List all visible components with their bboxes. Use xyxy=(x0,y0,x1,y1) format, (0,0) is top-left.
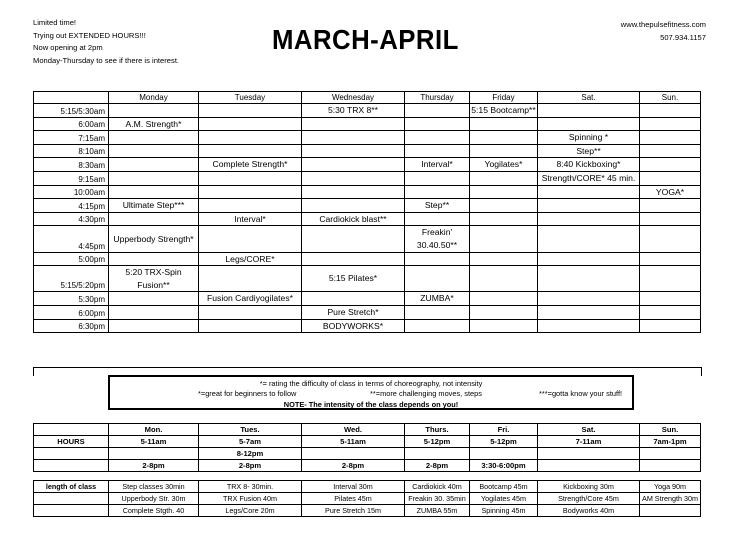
class-cell: A.M. Strength* xyxy=(109,117,199,131)
length-value xyxy=(640,505,701,517)
time-cell: 5:00pm xyxy=(34,252,109,266)
length-row xyxy=(34,481,701,493)
website-text: www.thepulsefitness.com xyxy=(620,20,706,29)
class-cell xyxy=(640,131,701,145)
class-cell xyxy=(199,104,302,118)
length-value: TRX 8- 30min. xyxy=(199,481,302,493)
schedule-row xyxy=(34,266,701,292)
hours-value: 5-12pm xyxy=(470,436,538,448)
hours-value xyxy=(470,448,538,460)
schedule-row xyxy=(34,305,701,319)
class-cell: Fusion Cardiyogilates* xyxy=(199,292,302,306)
class-cell: Legs/CORE* xyxy=(199,252,302,266)
time-cell: 5:15/5:30am xyxy=(34,104,109,118)
class-cell xyxy=(405,117,470,131)
schedule-row xyxy=(34,131,701,145)
length-value: Pure Stretch 15m xyxy=(302,505,405,517)
class-cell: Step** xyxy=(538,144,640,158)
class-cell xyxy=(109,292,199,306)
time-cell: 4:30pm xyxy=(34,212,109,226)
hours-value: 8-12pm xyxy=(199,448,302,460)
class-cell xyxy=(199,131,302,145)
class-cell xyxy=(538,226,640,252)
length-value: ZUMBA 55m xyxy=(405,505,470,517)
hours-label xyxy=(34,448,109,460)
time-cell: 8:30am xyxy=(34,158,109,172)
hours-day: Sat. xyxy=(538,424,640,436)
phone-text: 507.934.1157 xyxy=(660,32,706,42)
class-cell: Spinning * xyxy=(538,131,640,145)
class-cell xyxy=(640,104,701,118)
time-cell: 5:15/5:20pm xyxy=(34,266,109,292)
legend-medium: **=more challenging moves, steps xyxy=(370,389,482,398)
class-cell xyxy=(109,319,199,333)
length-value: Complete Stgth. 40 xyxy=(109,505,199,517)
hours-value xyxy=(538,460,640,472)
class-cell xyxy=(109,185,199,199)
class-cell xyxy=(405,252,470,266)
hours-value: 2-8pm xyxy=(109,460,199,472)
class-cell xyxy=(470,199,538,213)
hours-day: Mon. xyxy=(109,424,199,436)
hours-value xyxy=(640,460,701,472)
schedule-row xyxy=(34,144,701,158)
class-cell xyxy=(640,117,701,131)
corner-cell xyxy=(34,92,109,104)
class-cell xyxy=(199,185,302,199)
class-cell xyxy=(199,144,302,158)
class-cell xyxy=(538,266,640,292)
length-value: Freakin 30. 35min xyxy=(405,493,470,505)
hours-value: 5-12pm xyxy=(405,436,470,448)
class-cell xyxy=(470,131,538,145)
class-cell xyxy=(302,226,405,252)
class-cell xyxy=(302,144,405,158)
class-cell xyxy=(640,171,701,185)
time-cell: 6:30pm xyxy=(34,319,109,333)
length-value: Strength/Core 45m xyxy=(538,493,640,505)
legend-note: NOTE- The intensity of the class depends on you! xyxy=(283,400,459,409)
hours-value: 5-11am xyxy=(302,436,405,448)
class-cell xyxy=(109,144,199,158)
notice-line: Trying out EXTENDED HOURS!!! xyxy=(33,30,146,40)
class-cell: Yogilates* xyxy=(470,158,538,172)
class-cell xyxy=(405,131,470,145)
length-label xyxy=(34,493,109,505)
length-value: Interval 30m xyxy=(302,481,405,493)
class-cell xyxy=(405,305,470,319)
class-cell xyxy=(109,158,199,172)
hours-day: Sun. xyxy=(640,424,701,436)
class-cell xyxy=(470,292,538,306)
hours-label xyxy=(34,460,109,472)
class-cell xyxy=(199,266,302,292)
length-label xyxy=(34,505,109,517)
class-cell: Cardiokick blast** xyxy=(302,212,405,226)
class-cell xyxy=(302,158,405,172)
class-cell xyxy=(640,252,701,266)
class-schedule-table xyxy=(33,91,701,333)
time-cell: 5:30pm xyxy=(34,292,109,306)
class-length-table xyxy=(33,480,701,517)
class-cell xyxy=(302,185,405,199)
class-cell xyxy=(109,171,199,185)
class-cell xyxy=(640,158,701,172)
class-cell xyxy=(199,305,302,319)
hours-day: Fri. xyxy=(470,424,538,436)
class-cell xyxy=(538,185,640,199)
schedule-row xyxy=(34,117,701,131)
hours-row xyxy=(34,460,701,472)
class-cell xyxy=(538,117,640,131)
time-cell: 10:00am xyxy=(34,185,109,199)
class-cell xyxy=(109,305,199,319)
hours-day: Wed. xyxy=(302,424,405,436)
class-cell xyxy=(470,319,538,333)
schedule-row xyxy=(34,319,701,333)
class-cell: Complete Strength* xyxy=(199,158,302,172)
class-cell xyxy=(538,199,640,213)
schedule-row xyxy=(34,104,701,118)
class-cell: 5:30 TRX 8** xyxy=(302,104,405,118)
class-cell xyxy=(405,104,470,118)
class-cell xyxy=(470,117,538,131)
hours-value xyxy=(538,448,640,460)
schedule-row xyxy=(34,212,701,226)
class-cell xyxy=(199,226,302,252)
class-cell xyxy=(405,171,470,185)
hours-row xyxy=(34,448,701,460)
length-value: Yogilates 45m xyxy=(470,493,538,505)
length-label: length of class xyxy=(34,481,109,493)
length-value: Pilates 45m xyxy=(302,493,405,505)
class-cell xyxy=(199,199,302,213)
class-cell xyxy=(302,199,405,213)
schedule-row xyxy=(34,199,701,213)
schedule-row xyxy=(34,292,701,306)
hours-day: Tues. xyxy=(199,424,302,436)
length-value: TRX Fusion 40m xyxy=(199,493,302,505)
hours-value: 7am-1pm xyxy=(640,436,701,448)
class-cell: 5:20 TRX-Spin Fusion** xyxy=(109,266,199,292)
class-cell xyxy=(199,171,302,185)
notice-line: Now opening at 2pm xyxy=(33,43,103,53)
day-header: Wednesday xyxy=(302,92,405,104)
class-cell xyxy=(470,185,538,199)
day-header: Sat. xyxy=(538,92,640,104)
day-header: Monday xyxy=(109,92,199,104)
contact-info xyxy=(621,19,706,44)
class-cell: Step** xyxy=(405,199,470,213)
time-cell: 6:00pm xyxy=(34,305,109,319)
class-cell xyxy=(538,252,640,266)
hours-value: 2-8pm xyxy=(302,460,405,472)
class-cell xyxy=(640,266,701,292)
class-cell: 8:40 Kickboxing* xyxy=(538,158,640,172)
hours-value: 2-8pm xyxy=(405,460,470,472)
class-cell xyxy=(302,131,405,145)
length-value: Bodyworks 40m xyxy=(538,505,640,517)
class-cell xyxy=(302,117,405,131)
class-cell: Pure Stretch* xyxy=(302,305,405,319)
day-header: Friday xyxy=(470,92,538,104)
class-cell xyxy=(640,319,701,333)
day-header: Sun. xyxy=(640,92,701,104)
class-cell xyxy=(640,212,701,226)
class-cell xyxy=(302,292,405,306)
class-cell xyxy=(109,104,199,118)
class-cell: BODYWORKS* xyxy=(302,319,405,333)
day-header-row xyxy=(34,92,701,104)
class-cell xyxy=(109,131,199,145)
class-cell xyxy=(640,144,701,158)
class-cell xyxy=(538,212,640,226)
time-cell: 7:15am xyxy=(34,131,109,145)
hours-value xyxy=(640,448,701,460)
hours-value: 5-7am xyxy=(199,436,302,448)
schedule-row xyxy=(34,226,701,252)
class-cell: YOGA* xyxy=(640,185,701,199)
hours-value xyxy=(302,448,405,460)
class-cell xyxy=(470,305,538,319)
length-value: Upperbody Str. 30m xyxy=(109,493,199,505)
length-value: Bootcamp 45m xyxy=(470,481,538,493)
class-cell xyxy=(405,319,470,333)
class-cell xyxy=(538,319,640,333)
class-cell xyxy=(538,305,640,319)
corner-cell xyxy=(34,424,109,436)
class-cell: Strength/CORE* 45 min. xyxy=(538,171,640,185)
class-cell xyxy=(302,252,405,266)
class-cell: Interval* xyxy=(405,158,470,172)
hours-value: 5-11am xyxy=(109,436,199,448)
time-cell: 6:00am xyxy=(34,117,109,131)
class-cell xyxy=(199,319,302,333)
class-cell xyxy=(470,212,538,226)
class-cell xyxy=(470,266,538,292)
class-cell xyxy=(109,212,199,226)
legend-line: *= rating the difficulty of class in terms of choreography, not intensity xyxy=(259,379,483,388)
class-cell: 5:15 Bootcamp** xyxy=(470,104,538,118)
hours-day-row xyxy=(34,424,701,436)
class-cell xyxy=(405,212,470,226)
legend-box xyxy=(108,375,634,410)
class-cell xyxy=(302,171,405,185)
length-value: AM Strength 30m xyxy=(640,493,701,505)
time-cell: 9:15am xyxy=(34,171,109,185)
time-cell: 4:45pm xyxy=(34,226,109,252)
hours-row xyxy=(34,436,701,448)
class-cell: Upperbody Strength* xyxy=(109,226,199,252)
class-cell xyxy=(470,144,538,158)
day-header: Thursday xyxy=(405,92,470,104)
length-value: Legs/Core 20m xyxy=(199,505,302,517)
class-cell xyxy=(405,185,470,199)
class-cell: Interval* xyxy=(199,212,302,226)
class-cell: Ultimate Step*** xyxy=(109,199,199,213)
schedule-row xyxy=(34,158,701,172)
class-cell xyxy=(640,226,701,252)
length-value: Spinning 45m xyxy=(470,505,538,517)
class-cell xyxy=(199,117,302,131)
class-cell xyxy=(538,292,640,306)
length-value: Cardiokick 40m xyxy=(405,481,470,493)
length-value: Step classes 30min xyxy=(109,481,199,493)
class-cell xyxy=(405,266,470,292)
length-row xyxy=(34,493,701,505)
class-cell xyxy=(470,252,538,266)
class-cell xyxy=(640,199,701,213)
class-cell: 5:15 Pilates* xyxy=(302,266,405,292)
promo-notice xyxy=(33,17,179,67)
hours-value: 7-11am xyxy=(538,436,640,448)
length-row xyxy=(34,505,701,517)
notice-line: Limited time! xyxy=(33,18,77,27)
notice-line: Monday-Thursday to see if there is interest. xyxy=(33,55,180,65)
schedule-row xyxy=(34,252,701,266)
hours-label: HOURS xyxy=(34,436,109,448)
legend-hard: ***=gotta know your stuff! xyxy=(539,389,623,398)
schedule-row xyxy=(34,171,701,185)
hours-value xyxy=(109,448,199,460)
schedule-row xyxy=(34,185,701,199)
hours-value xyxy=(405,448,470,460)
class-cell xyxy=(640,292,701,306)
hours-value: 3:30-6:00pm xyxy=(470,460,538,472)
page-title: MARCH-APRIL xyxy=(272,24,459,55)
hours-day: Thurs. xyxy=(405,424,470,436)
class-cell xyxy=(640,305,701,319)
time-cell: 8:10am xyxy=(34,144,109,158)
length-value: Yoga 90m xyxy=(640,481,701,493)
hours-value: 2-8pm xyxy=(199,460,302,472)
class-cell: ZUMBA* xyxy=(405,292,470,306)
length-value: Kickboxing 30m xyxy=(538,481,640,493)
legend-easy: *=great for beginners to follow xyxy=(198,389,297,398)
class-cell xyxy=(470,171,538,185)
day-header: Tuesday xyxy=(199,92,302,104)
class-cell: Freakin' 30.40.50** xyxy=(405,226,470,252)
class-cell xyxy=(405,144,470,158)
class-cell xyxy=(109,252,199,266)
time-cell: 4:15pm xyxy=(34,199,109,213)
hours-table xyxy=(33,423,701,472)
class-cell xyxy=(470,226,538,252)
class-cell xyxy=(538,104,640,118)
